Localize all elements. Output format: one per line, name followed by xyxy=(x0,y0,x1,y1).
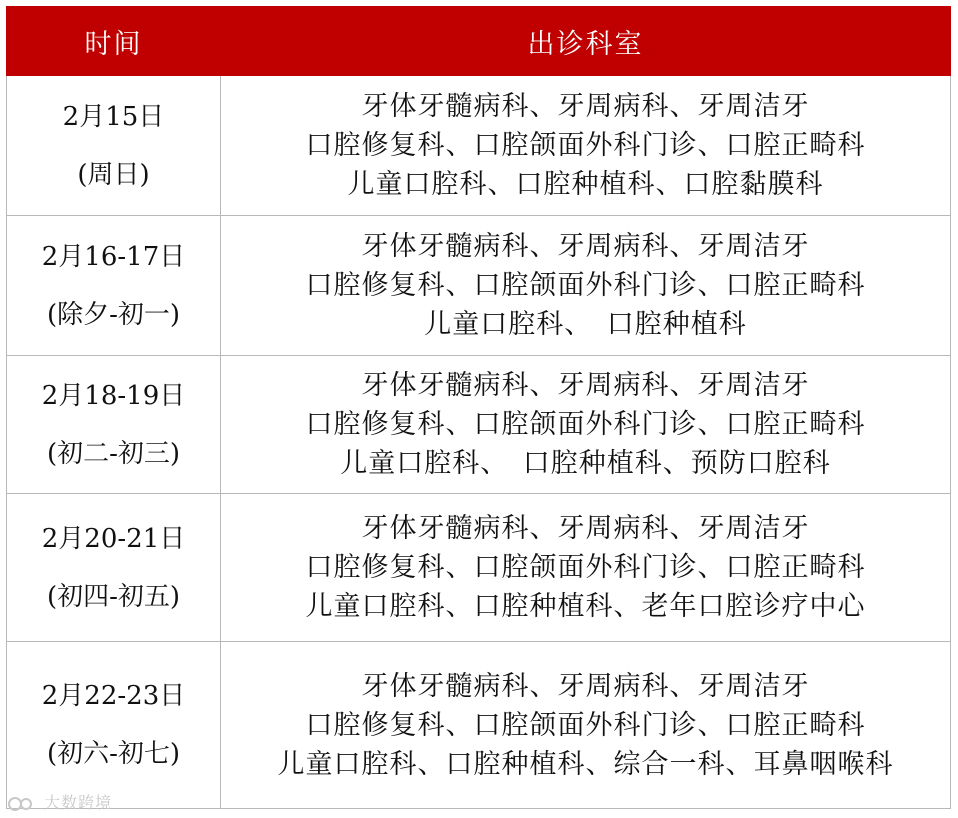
department-line: 儿童口腔科、口腔种植科、综合一科、耳鼻咽喉科 xyxy=(277,748,894,780)
department-line: 口腔修复科、口腔颌面外科门诊、口腔正畸科 xyxy=(305,552,866,583)
department-line: 牙体牙髓病科、牙周病科、牙周洁牙 xyxy=(361,91,810,122)
time-cell xyxy=(7,216,221,356)
time-cell xyxy=(7,494,221,642)
department-line: 口腔修复科、口腔颌面外科门诊、口腔正畸科 xyxy=(305,709,866,741)
departments-cell xyxy=(221,356,951,494)
header-row xyxy=(7,7,951,76)
day-text: (周日) xyxy=(77,159,150,190)
departments-cell xyxy=(221,642,951,809)
watermark xyxy=(8,790,112,813)
watermark-logo-icon xyxy=(8,795,34,813)
department-line: 儿童口腔科、口腔种植科、口腔黏膜科 xyxy=(347,169,824,200)
time-cell xyxy=(7,356,221,494)
date-text: 2月20-21日 xyxy=(41,523,186,554)
department-line: 口腔修复科、口腔颌面外科门诊、口腔正畸科 xyxy=(305,270,866,301)
table-row xyxy=(7,216,951,356)
departments-cell xyxy=(221,494,951,642)
day-text: (除夕-初一) xyxy=(46,299,181,330)
department-line: 牙体牙髓病科、牙周病科、牙周洁牙 xyxy=(361,231,810,262)
department-line: 儿童口腔科、 口腔种植科、预防口腔科 xyxy=(340,448,831,479)
date-text: 2月22-23日 xyxy=(41,681,186,711)
table-row xyxy=(7,494,951,642)
department-line: 牙体牙髓病科、牙周病科、牙周洁牙 xyxy=(361,670,810,702)
department-line: 儿童口腔科、口腔种植科、老年口腔诊疗中心 xyxy=(305,591,866,622)
date-text: 2月16-17日 xyxy=(41,241,186,272)
department-line: 口腔修复科、口腔颌面外科门诊、口腔正畸科 xyxy=(305,130,866,161)
day-text: (初六-初七) xyxy=(46,739,181,769)
table-row xyxy=(7,642,951,809)
day-text: (初二-初三) xyxy=(46,438,181,469)
header-departments: 出诊科室 xyxy=(221,7,951,76)
table-row xyxy=(7,76,951,216)
watermark-text: 大数跨境 xyxy=(44,793,113,812)
departments-cell xyxy=(221,216,951,356)
time-cell xyxy=(7,76,221,216)
time-cell xyxy=(7,642,221,809)
department-line: 口腔修复科、口腔颌面外科门诊、口腔正畸科 xyxy=(305,409,866,440)
departments-cell xyxy=(221,76,951,216)
department-line: 牙体牙髓病科、牙周病科、牙周洁牙 xyxy=(361,370,810,401)
header-time: 时间 xyxy=(7,7,221,76)
day-text: (初四-初五) xyxy=(46,581,181,612)
department-line: 牙体牙髓病科、牙周病科、牙周洁牙 xyxy=(361,513,810,544)
table-row xyxy=(7,356,951,494)
date-text: 2月15日 xyxy=(62,101,165,132)
date-text: 2月18-19日 xyxy=(41,380,186,411)
department-line: 儿童口腔科、 口腔种植科 xyxy=(424,309,747,340)
schedule-table xyxy=(6,6,951,809)
